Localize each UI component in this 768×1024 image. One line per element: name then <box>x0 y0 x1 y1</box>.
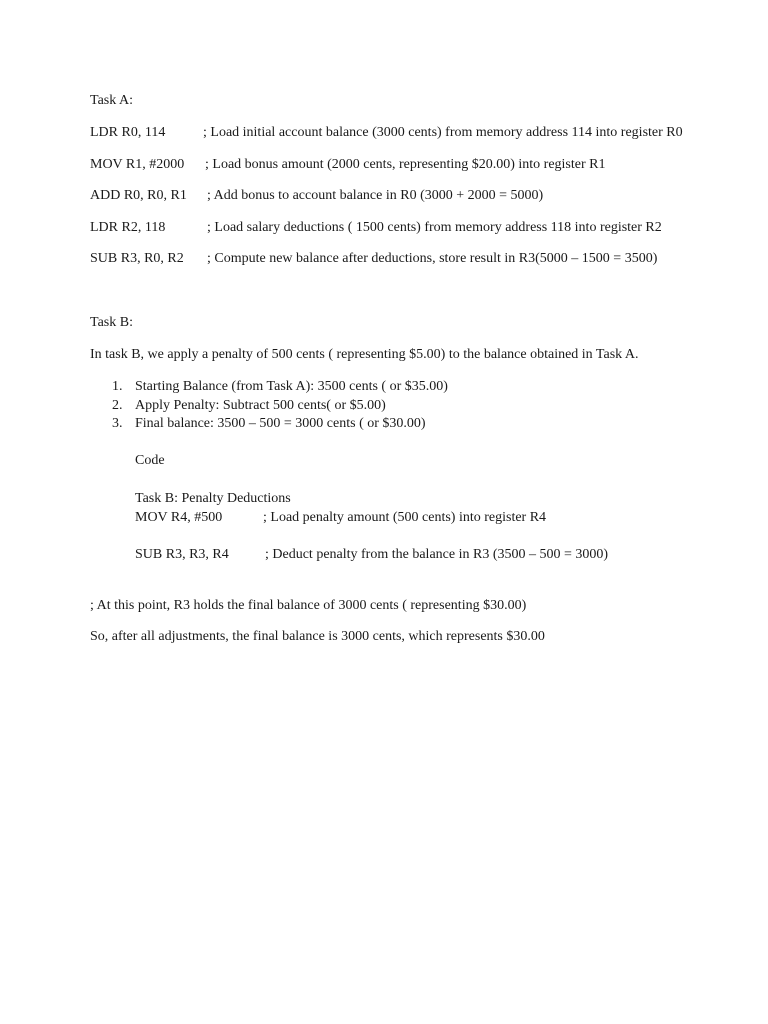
code-line <box>90 250 690 268</box>
code-comment: ; Compute new balance after deductions, store result in R3(5000 – 1500 = 3500) <box>207 251 658 266</box>
list-text: Final balance: 3500 – 500 = 3000 cents ( or $30.00) <box>135 416 426 431</box>
code-comment: ; Load bonus amount (2000 cents, representing $20.00) into register R1 <box>205 157 606 172</box>
code-instruction: LDR R0, 114 <box>90 125 166 140</box>
code-comment: ; Load penalty amount (500 cents) into register R4 <box>263 510 547 525</box>
list-item <box>90 415 448 434</box>
list-number: 3. <box>112 416 123 431</box>
code-instruction: MOV R4, #500 <box>135 510 223 525</box>
code-line <box>90 219 690 237</box>
list-text: Starting Balance (from Task A): 3500 cents ( or $35.00) <box>135 379 448 394</box>
code-line <box>90 187 690 205</box>
code-label: Code <box>135 453 165 468</box>
code-line <box>90 124 690 142</box>
steps-list <box>90 378 448 434</box>
task-b-heading: Task B: <box>90 315 133 330</box>
code-comment: ; Deduct penalty from the balance in R3 (3500 – 500 = 3000) <box>265 547 609 562</box>
summary-text: So, after all adjustments, the final balance is 3000 cents, which represents $30.00 <box>90 629 545 644</box>
code-comment: ; Load salary deductions ( 1500 cents) from memory address 118 into register R2 <box>207 220 662 235</box>
list-number: 1. <box>112 379 123 394</box>
list-number: 2. <box>112 397 123 413</box>
code-instruction: LDR R2, 118 <box>90 220 166 235</box>
code-title: Task B: Penalty Deductions <box>135 491 291 506</box>
code-comment: ; Add bonus to account balance in R0 (3000 + 2000 = 5000) <box>207 188 544 203</box>
code-line <box>90 156 690 174</box>
task-a-heading: Task A: <box>90 93 133 108</box>
code-instruction: ADD R0, R0, R1 <box>90 188 187 203</box>
code-comment: ; Load initial account balance (3000 cents) from memory address 114 into register R0 <box>203 125 683 140</box>
list-item <box>90 397 448 416</box>
code-instruction: SUB R3, R0, R2 <box>90 251 184 266</box>
code-instruction: SUB R3, R3, R4 <box>135 547 229 562</box>
task-b-intro: In task B, we apply a penalty of 500 cents ( representing $5.00) to the balance obtained in Task A. <box>90 347 639 362</box>
final-note: ; At this point, R3 holds the final balance of 3000 cents ( representing $30.00) <box>90 598 527 613</box>
list-item <box>90 378 448 397</box>
list-text: Apply Penalty: Subtract 500 cents( or $5.00) <box>135 397 386 413</box>
code-instruction: MOV R1, #2000 <box>90 157 185 172</box>
code-line <box>135 546 635 564</box>
code-line <box>135 509 635 527</box>
